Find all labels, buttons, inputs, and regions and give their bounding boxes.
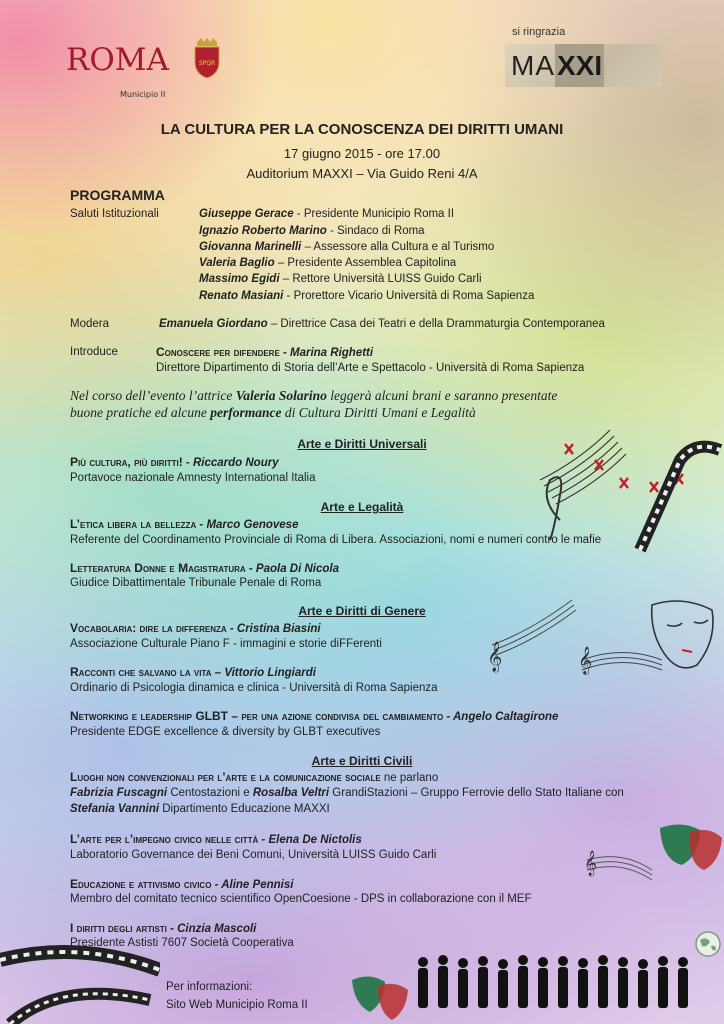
note-text: di Cultura Diritti Umani e Legalità [281,405,476,420]
speaker-name: Massimo Egidi [199,273,280,285]
speaker-name: Renato Masiani [199,290,284,302]
talk-tail: ne parlano [380,772,439,784]
svg-text:𝄞: 𝄞 [578,646,593,674]
roma-logo: ROMA [66,42,169,78]
speaker-name: - Cristina Biasini [226,623,321,635]
talk-title: Networking e leadership GLBT – per una azione condivisa del cambiamento [70,709,444,723]
speaker-role: – Presidente Assemblea Capitolina [274,257,457,269]
speaker-role: - Prorettore Vicario Università di Roma Sapienza [283,290,535,302]
event-title: LA CULTURA PER LA CONOSCENZA DEI DIRITTI UMANI [160,121,564,138]
speaker-role: Giudice Dibattimentale Tribunale Penale di Roma [70,577,322,589]
speaker-line [70,787,624,799]
theatre-masks-icon [582,820,724,890]
svg-text:𝄞: 𝄞 [584,851,598,876]
speaker-role: – Direttrice Casa dei Teatri e della Drammaturgia Contemporanea [267,318,605,330]
film-strip-icon [640,447,720,550]
saluti-item [199,257,456,269]
note-text: buone pratiche ed alcune [70,405,211,420]
saluti-label: Saluti Istituzionali [70,208,159,220]
speaker-role: – Rettore Università LUISS Guido Carli [279,273,482,285]
speaker-name: - Marco Genovese [196,519,299,531]
globe-icon [694,930,722,958]
talk-heading [70,455,279,469]
speaker-role: – Assessore alla Cultura e al Turismo [301,241,495,253]
speaker-line [70,803,330,815]
speaker-name: - Aline Pennisi [211,879,294,891]
event-date: 17 giugno 2015 - ore 17.00 [283,146,441,161]
modera-item [159,318,605,330]
speaker-role: Dipartimento Educazione MAXXI [159,803,330,815]
speaker-name: Rosalba Veltri [252,787,330,799]
info-site[interactable]: Sito Web Municipio Roma II [166,999,308,1011]
note-name: Valeria Solarino [235,388,327,403]
speaker-role: GrandiStazioni – Gruppo Ferrovie dello Stato Italiane con [329,787,624,799]
speaker-role: Presidente Astisti 7607 Società Cooperativa [70,937,294,949]
svg-text:𝄞: 𝄞 [487,642,503,672]
treble-clef-icon [482,590,722,685]
section-heading: Arte e Legalità [320,500,404,514]
event-venue: Auditorium MAXXI – Via Guido Reni 4/A [246,166,478,181]
note-text: Nel corso dell’evento l’attrice [70,388,236,403]
talk-heading [70,832,362,846]
people-silhouettes-icon [415,952,705,1012]
theatre-masks-icon [350,972,410,1022]
speaker-name: Valeria Baglio [199,257,275,269]
speaker-role: Centostazioni e [167,787,253,799]
talk-title: L’arte per l’impegno civico nelle città [70,832,259,846]
speaker-name: Giuseppe Gerace [199,208,294,220]
speaker-role: Referente del Coordinamento Provinciale di Roma di Libera. Associazioni, nomi e numeri contro le mafie [70,534,602,546]
saluti-item [199,208,454,220]
section-heading: Arte e Diritti di Genere [298,604,426,618]
talk-title: I diritti degli artisti [70,921,167,935]
speaker-role: Associazione Culturale Piano F - immagini e storie diFFerenti [70,638,382,650]
speaker-role: Membro del comitato tecnico scientifico OpenCoesione - DPS in collaborazione con il MEF [70,893,532,905]
roma-shield-icon [193,38,221,78]
section-heading: Arte e Diritti Civili [311,754,413,768]
introduce-role: Direttore Dipartimento di Storia dell’Arte e Spettacolo - Università di Roma Sapienza [156,362,585,374]
speaker-name: Ignazio Roberto Marino [199,225,327,237]
talk-heading [70,561,339,575]
face-mask-icon [652,601,713,668]
speaker-name: – Vittorio Lingiardi [211,667,316,679]
talk-title: Più cultura, più diritti! [70,455,183,469]
speaker-name: - Marina Righetti [279,347,374,359]
talk-title: Racconti che salvano la vita [70,665,212,679]
talk-title: Conoscere per difendere [156,345,280,359]
speaker-name: - Cinzia Mascoli [166,923,257,935]
talk-title: Vocabolaria: dire la differenza [70,621,227,635]
speaker-name: - Elena De Nictolis [258,834,362,846]
speaker-name: Fabrizia Fuscagni [70,787,168,799]
introduce-label: Introduce [70,346,118,358]
talk-heading [70,517,298,531]
talk-heading [70,877,293,891]
talk-heading [70,621,321,635]
talk-heading [70,921,256,935]
speaker-role: Ordinario di Psicologia dinamica e clinica - Università di Roma Sapienza [70,682,438,694]
film-strip-icon [0,940,160,1024]
thanks-label: si ringrazia [512,26,566,38]
speaker-name: - Paola Di Nicola [245,563,340,575]
svg-text:SPQR: SPQR [198,60,216,67]
note-text: leggerà alcuni brani e saranno presentate [326,388,558,403]
municipio-label: Municipio II [120,90,166,99]
speaker-name: - Angelo Caltagirone [443,711,559,723]
saluti-item [199,290,534,302]
introduce-item [156,345,373,359]
saluti-item [199,241,494,253]
speaker-role: Laboratorio Governance dei Beni Comuni, Università LUISS Guido Carli [70,849,437,861]
speaker-role: - Presidente Municipio Roma II [293,208,455,220]
speaker-role: Presidente EDGE excellence & diversity by GLBT executives [70,726,381,738]
saluti-item [199,273,482,285]
performance-note-line1 [70,388,557,404]
maxxi-logo [505,44,662,87]
speaker-name: - Riccardo Noury [182,457,279,469]
talk-heading [70,770,438,784]
speaker-role: - Sindaco di Roma [326,225,425,237]
maxxi-logo-xxi: XXI [555,44,604,87]
speaker-name: Emanuela Giordano [159,318,268,330]
talk-heading [70,665,316,679]
talk-title: Luoghi non convenzionali per l’arte e la comunicazione sociale [70,770,381,784]
speaker-name: Stefania Vannini [70,803,160,815]
music-staff-icon [520,420,724,560]
maxxi-logo-ma: MA [511,50,555,81]
modera-label: Modera [70,318,109,330]
performance-note-line2 [70,405,476,421]
speaker-role: Portavoce nazionale Amnesty International Italia [70,472,316,484]
note-emphasis: performance [210,405,282,420]
talk-heading [70,709,558,723]
programma-heading: PROGRAMMA [70,187,165,203]
talk-title: L’etica libera la bellezza [70,517,197,531]
talk-title: Educazione e attivismo civico [70,877,212,891]
info-label: Per informazioni: [166,981,253,993]
talk-title: Letteratura Donne e Magistratura [70,561,246,575]
section-heading: Arte e Diritti Universali [297,437,427,451]
speaker-name: Giovanna Marinelli [199,241,302,253]
saluti-item [199,225,425,237]
